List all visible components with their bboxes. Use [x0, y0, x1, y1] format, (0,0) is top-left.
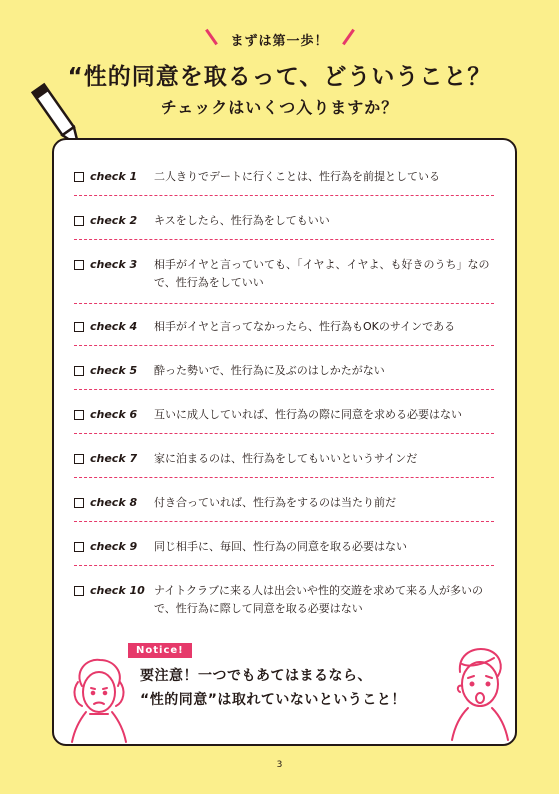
check-label: check 6 [90, 408, 138, 421]
checklist-item[interactable] [74, 168, 494, 196]
notice-line-2: “性的同意”は取れていないということ！ [140, 692, 406, 708]
check-label: check 9 [90, 540, 138, 553]
check-text: 相手がイヤと言っていても、「イヤよ、イヤよ、も好きのうち」なので、性行為をしていい [154, 258, 490, 289]
checklist-item[interactable] [74, 318, 494, 346]
page-subtitle: チェックはいくつ入りますか？ [160, 98, 399, 117]
checklist-item[interactable] [74, 212, 494, 240]
notice-line-1: 要注意！一つでもあてはまるなら、 [140, 668, 372, 684]
checklist-item[interactable] [74, 494, 494, 522]
notice-badge: Notice! [128, 643, 192, 658]
checkbox[interactable] [74, 216, 84, 226]
checkbox[interactable] [74, 498, 84, 508]
check-text: ナイトクラブに来る人は出会いや性的交遊を求めて来る人が多いので、性行為に際して同意を取る必要はない [154, 584, 484, 615]
notice-message [140, 664, 450, 712]
checklist-item[interactable] [74, 256, 494, 304]
check-label: check 8 [90, 496, 138, 509]
check-label: check 5 [90, 364, 138, 377]
page-title: “性的同意を取るって、どういうこと？ [67, 64, 492, 90]
checkbox[interactable] [74, 260, 84, 270]
checkbox[interactable] [74, 410, 84, 420]
check-text: 酔った勢いで、性行為に及ぶのはしかたがない [154, 364, 385, 377]
surprised-man-illustration-icon [444, 642, 514, 742]
checklist-card [52, 138, 517, 746]
checkbox[interactable] [74, 172, 84, 182]
kicker-text: まずは第一歩！ [230, 34, 329, 49]
checklist-item[interactable] [74, 406, 494, 434]
check-text: キスをしたら、性行為をしてもいい [154, 214, 330, 227]
check-text: 同じ相手に、毎回、性行為の同意を取る必要はない [154, 540, 407, 553]
check-text: 二人きりでデートに行くことは、性行為を前提としている [154, 170, 440, 183]
check-label: check 2 [90, 214, 138, 227]
check-text: 家に泊まるのは、性行為をしてもいいというサインだ [154, 452, 418, 465]
check-label: check 4 [90, 320, 138, 333]
check-label: check 3 [90, 258, 138, 271]
checkbox[interactable] [74, 542, 84, 552]
checkbox[interactable] [74, 454, 84, 464]
worried-woman-illustration-icon [64, 652, 134, 744]
check-text: 相手がイヤと言ってなかったら、性行為もOKのサインである [154, 320, 456, 333]
checklist-item[interactable] [74, 582, 494, 626]
checklist-item[interactable] [74, 538, 494, 566]
checklist-item[interactable] [74, 450, 494, 478]
checkbox[interactable] [74, 366, 84, 376]
page-number: 3 [276, 760, 283, 770]
check-label: check 7 [90, 452, 138, 465]
checkbox[interactable] [74, 586, 84, 596]
check-text: 互いに成人していれば、性行為の際に同意を求める必要はない [154, 408, 462, 421]
check-text: 付き合っていれば、性行為をするのは当たり前だ [154, 496, 396, 509]
checkbox[interactable] [74, 322, 84, 332]
checklist-item[interactable] [74, 362, 494, 390]
check-label: check 1 [90, 170, 138, 183]
check-label: check 10 [90, 584, 145, 597]
